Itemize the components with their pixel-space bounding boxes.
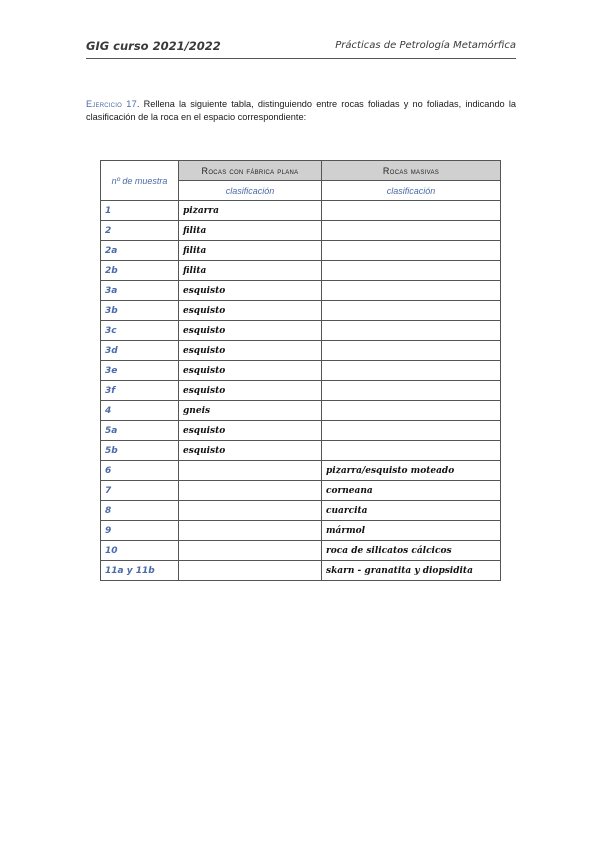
massive-classification-cell[interactable] [322,221,501,241]
table-row [101,281,501,301]
massive-classification-header: clasificación [322,181,501,201]
table-row [101,541,501,561]
sample-number-cell[interactable]: 2b [101,261,179,281]
table-row [101,341,501,361]
massive-rocks-header: Rocas masivas [322,161,501,181]
foliated-classification-cell[interactable]: esquisto [179,361,322,381]
sample-number-cell[interactable]: 7 [101,481,179,501]
massive-classification-cell[interactable]: corneana [322,481,501,501]
foliated-classification-cell[interactable] [179,541,322,561]
sample-number-cell[interactable]: 6 [101,461,179,481]
foliated-classification-cell[interactable]: esquisto [179,321,322,341]
table-row [101,421,501,441]
table-row [101,381,501,401]
foliated-classification-cell[interactable]: esquisto [179,301,322,321]
foliated-classification-cell[interactable]: filita [179,221,322,241]
foliated-classification-cell[interactable]: esquisto [179,421,322,441]
table-row [101,261,501,281]
header-divider [86,58,516,59]
page-header [86,37,516,59]
foliated-classification-cell[interactable]: filita [179,261,322,281]
sample-number-cell[interactable]: 8 [101,501,179,521]
table-row [101,481,501,501]
sample-number-cell[interactable]: 1 [101,201,179,221]
table-body [101,201,501,581]
massive-classification-cell[interactable] [322,381,501,401]
massive-classification-cell[interactable] [322,441,501,461]
massive-classification-cell[interactable] [322,341,501,361]
sample-number-cell[interactable]: 3f [101,381,179,401]
massive-classification-cell[interactable] [322,401,501,421]
sample-number-cell[interactable]: 3e [101,361,179,381]
table-row [101,521,501,541]
sample-number-cell[interactable]: 5b [101,441,179,461]
sample-number-cell[interactable]: 9 [101,521,179,541]
massive-classification-cell[interactable] [322,201,501,221]
sample-number-cell[interactable]: 3d [101,341,179,361]
sample-number-cell[interactable]: 3a [101,281,179,301]
foliated-classification-cell[interactable] [179,501,322,521]
table-row [101,301,501,321]
sample-number-cell[interactable]: 4 [101,401,179,421]
table-row [101,401,501,421]
table-row [101,461,501,481]
sample-number-cell[interactable]: 2a [101,241,179,261]
exercise-statement [86,98,516,123]
sample-number-cell[interactable]: 3b [101,301,179,321]
course-title: GIG curso 2021/2022 [86,39,221,53]
massive-classification-cell[interactable]: cuarcita [322,501,501,521]
massive-classification-cell[interactable] [322,261,501,281]
foliated-classification-cell[interactable]: filita [179,241,322,261]
exercise-text-block [86,98,516,123]
massive-classification-cell[interactable]: skarn - granatita y diopsidita [322,561,501,581]
sample-number-cell[interactable]: 10 [101,541,179,561]
massive-classification-cell[interactable] [322,301,501,321]
subject-title: Prácticas de Petrología Metamórfica [335,40,516,51]
massive-classification-cell[interactable] [322,421,501,441]
foliated-classification-cell[interactable]: pizarra [179,201,322,221]
foliated-classification-cell[interactable] [179,521,322,541]
table-row [101,321,501,341]
exercise-label: Ejercicio 17 [86,99,137,109]
sample-number-cell[interactable]: 2 [101,221,179,241]
massive-classification-cell[interactable] [322,361,501,381]
foliated-classification-cell[interactable]: esquisto [179,441,322,461]
foliated-classification-cell[interactable]: esquisto [179,281,322,301]
foliated-classification-cell[interactable] [179,461,322,481]
classification-table [100,160,501,581]
foliated-classification-cell[interactable] [179,481,322,501]
table-row [101,201,501,221]
foliated-classification-cell[interactable]: esquisto [179,341,322,361]
massive-classification-cell[interactable] [322,321,501,341]
massive-classification-cell[interactable]: roca de silicatos cálcicos [322,541,501,561]
sample-number-cell[interactable]: 11a y 11b [101,561,179,581]
sample-number-cell[interactable]: 3c [101,321,179,341]
table-row [101,441,501,461]
foliated-classification-header: clasificación [179,181,322,201]
massive-classification-cell[interactable]: pizarra/esquisto moteado [322,461,501,481]
table-row [101,561,501,581]
massive-classification-cell[interactable] [322,241,501,261]
foliated-classification-cell[interactable]: gneis [179,401,322,421]
table-row [101,501,501,521]
foliated-classification-cell[interactable]: esquisto [179,381,322,401]
table-header-row [101,161,501,181]
table-row [101,241,501,261]
sample-number-header: nº de muestra [101,161,179,201]
table-row [101,361,501,381]
foliated-classification-cell[interactable] [179,561,322,581]
massive-classification-cell[interactable] [322,281,501,301]
foliated-rocks-header: Rocas con fábrica plana [179,161,322,181]
sample-number-cell[interactable]: 5a [101,421,179,441]
exercise-instructions: . Rellena la siguiente tabla, distinguiendo entre rocas foliadas y no foliadas, indicando la clasificación de la roca en el espacio correspondiente: [86,99,516,122]
table-row [101,221,501,241]
massive-classification-cell[interactable]: mármol [322,521,501,541]
